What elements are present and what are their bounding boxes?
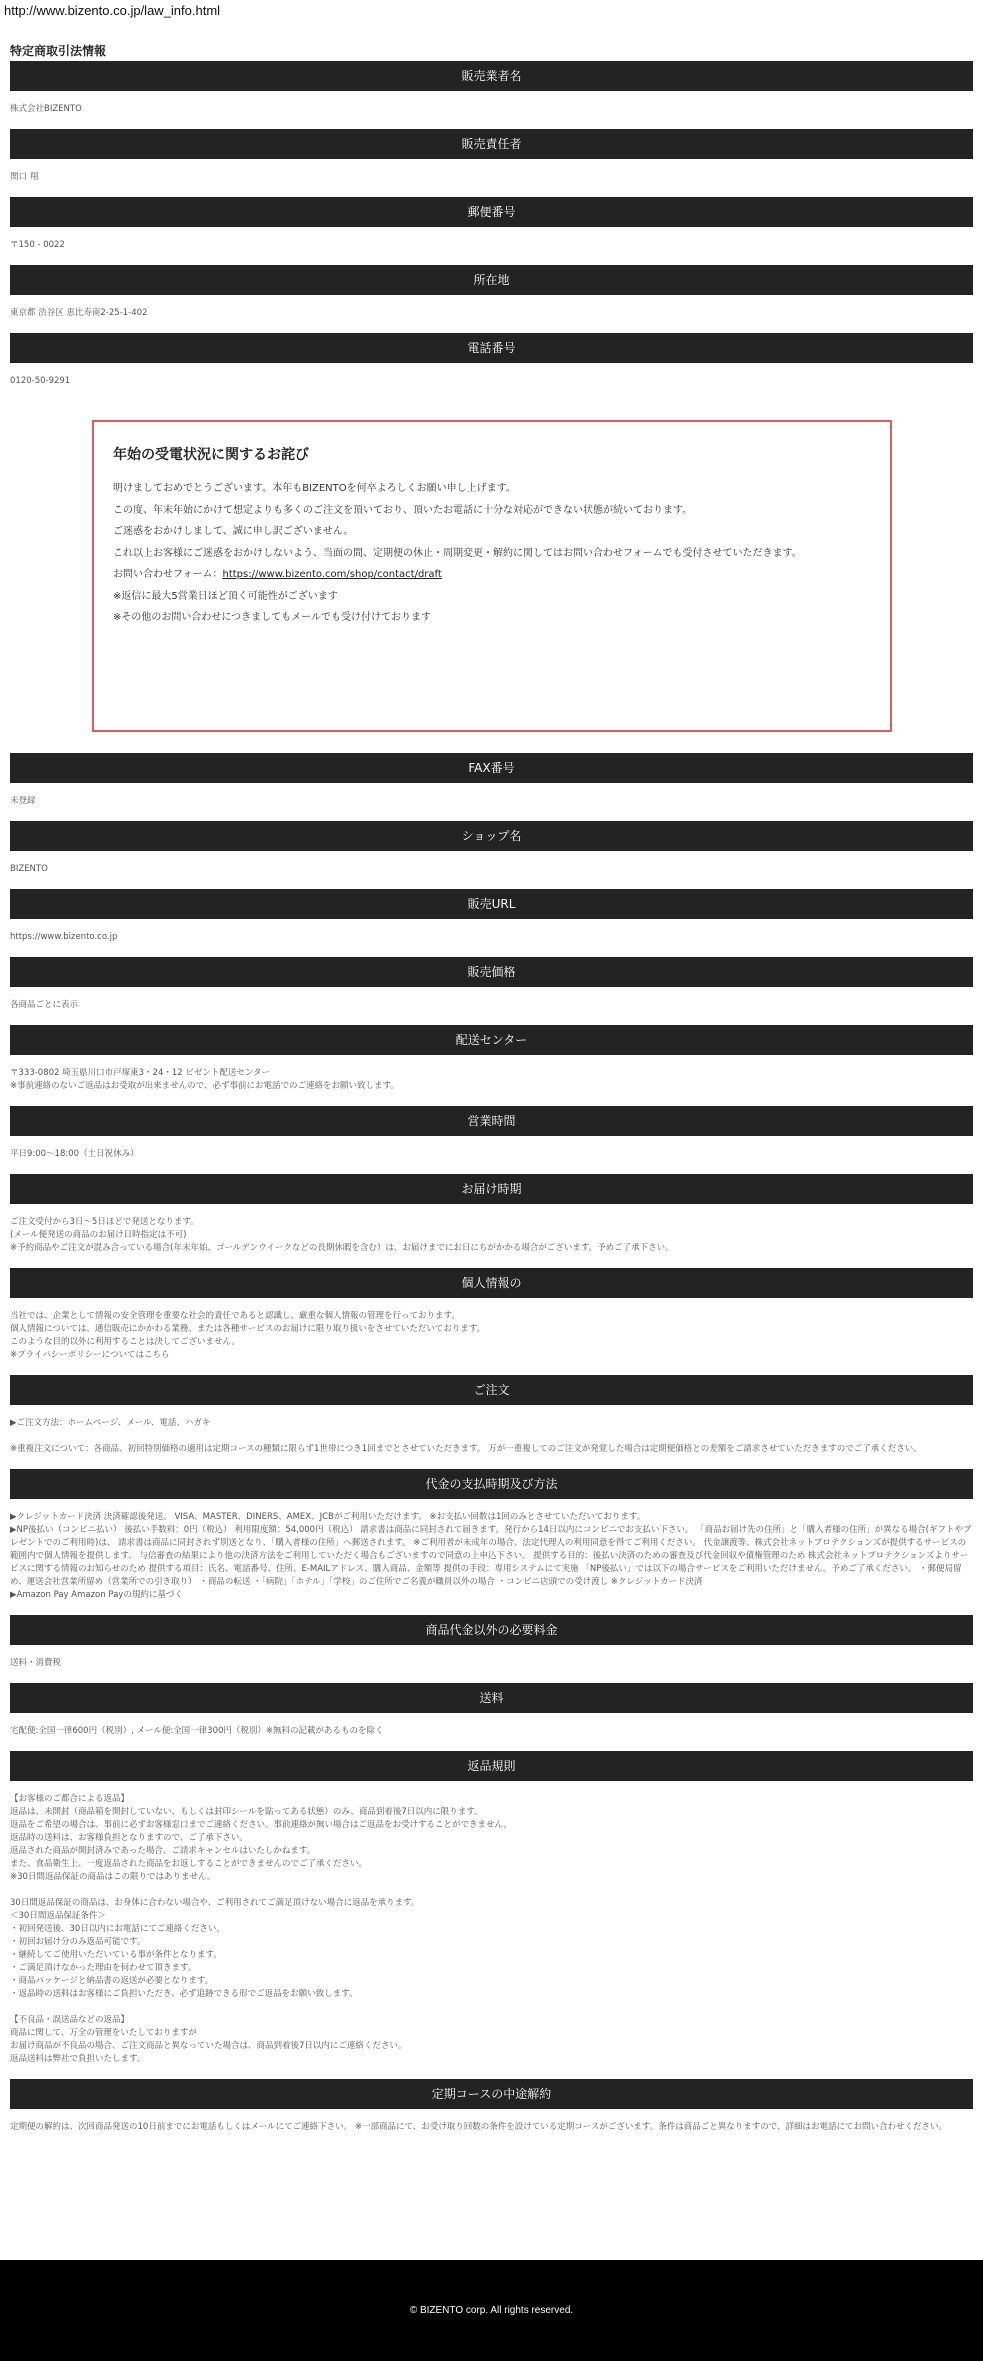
notice-paragraph: 明けましておめでとうございます。本年もBIZENTOを何卒よろしくお願い申し上げます。 (113, 483, 516, 494)
section-line (10, 1884, 973, 1897)
notice-note: ※返信に最大5営業日ほど頂く可能性がございます (113, 590, 338, 602)
notice-paragraph: ご迷惑をおかけしまして、誠に申し訳ございません。 (113, 526, 354, 537)
section-line: BIZENTO (10, 864, 48, 874)
section-body (10, 2109, 973, 2147)
section-body (10, 1055, 973, 1106)
section-line: 返品された商品が開封済みであった場合、ご請求キャンセルはいたしかねます。 (10, 1846, 316, 1856)
section-line: ・継続してご使用いただいている事が条件となります。 (10, 1950, 222, 1960)
section-line: ※30日間返品保証の商品はこの限りではありません。 (10, 1872, 216, 1882)
section-line: ▶クレジットカード決済 決済確認後発送。 VISA、MASTER、DINERS、AMEX、JCBがご利用いただけます。 ※お支払い回数は1回のみとさせていただいております。 (10, 1512, 646, 1522)
section-line: ・初回お届け分のみ返品可能です。 (10, 1937, 146, 1947)
section-body (10, 1298, 973, 1375)
section-line: ・ご満足頂けなかった理由を伺わせて頂きます。 (10, 1963, 197, 1973)
sections-top (10, 61, 973, 401)
section-heading: 電話番号 (10, 333, 973, 363)
section-line (10, 2001, 973, 2014)
section-heading: ショップ名 (10, 821, 973, 851)
section-line: ※重複注文について：各商品、初回特別価格の適用は定期コースの種類に限らず1世帯につき1回までとさせていただきます。 万が一重複してのご注文が発覚した場合は定期便価格との差額をご請求させていただきますのでご了承ください。 (10, 1444, 922, 1454)
section-body (10, 363, 973, 401)
section-line: 30日間返品保証の商品は、お身体に合わない場合や、ご利用されてご満足頂けない場合に返品を承ります。 (10, 1898, 420, 1908)
section-heading: 販売業者名 (10, 61, 973, 91)
section-line: 返品をご希望の場合は、事前に必ずお客様窓口までご連絡ください。事前連絡が無い場合はご返品をお受けすることができません。 (10, 1820, 513, 1830)
notice-paragraph: この度、年末年始にかけて想定よりも多くのご注文を頂いており、頂いたお電話に十分な対応ができない状態が続いております。 (113, 504, 693, 516)
section-line: 東京都 渋谷区 恵比寿南2-25-1-402 (10, 308, 148, 318)
section-body (10, 295, 973, 333)
section-line: このような目的以外に利用することは決してございません。 (10, 1337, 241, 1347)
section-line: 当社では、企業として情報の安全管理を重要な社会的責任であると認識し、厳重な個人情報の管理を行っております。 (10, 1311, 460, 1321)
section-body (10, 1713, 973, 1751)
section-line: 0120-50-9291 (10, 376, 71, 386)
section-heading: 代金の支払時期及び方法 (10, 1469, 973, 1499)
section-line: 返品時の送料は、お客様負担となりますので、ご了承下さい。 (10, 1833, 248, 1843)
section-body (10, 227, 973, 265)
section-line: 未登録 (10, 796, 36, 806)
law-info-content (10, 61, 973, 2147)
section-line: ＜30日間返品保証条件＞ (10, 1911, 106, 1921)
section-body (10, 1781, 973, 2079)
section-heading: 所在地 (10, 265, 973, 295)
footer (0, 2260, 983, 2361)
section-heading: 販売責任者 (10, 129, 973, 159)
notice-box (92, 420, 892, 732)
section-heading: 販売価格 (10, 957, 973, 987)
section-line: 送料・消費税 (10, 1658, 62, 1668)
section-heading: 郵便番号 (10, 197, 973, 227)
section-body (10, 1405, 973, 1469)
contact-form-link[interactable]: https://www.bizento.com/shop/contact/draft (222, 569, 442, 580)
browser-url: http://www.bizento.co.jp/law_info.html (4, 3, 221, 18)
section-line: 宅配便:全国一律600円（税別）, メール便:全国一律300円（税別）※無料の記載があるものを除く (10, 1726, 384, 1736)
section-line: ご注文受付から3日〜5日ほどで発送となります。 (10, 1217, 199, 1227)
section-line: お届け商品が不良品の場合、ご注文商品と異なっていた場合は、商品到着後7日以内にご連絡ください。 (10, 2041, 407, 2051)
section-line: ▶NP後払い（コンビニ払い） 後払い手数料：0円（税込） 利用限度額：54,000円（税込） 請求書は商品に同封されて届きます。発行から14日以内にコンビニでお支払い下さい。 「商品お届け先の住所」と「購入者様の住所」が異なる場合(ギフトやプレゼントでのご利用時)は、 請求書は商品に同封されず別送となり、「購入者様の住所」へ郵送されます。 ※ご利用者が未成年の場合、法定代理人の利用同意を得てご利用ください。 代金譲渡等、株式会社ネットプロテクションズが提供するサービスの範囲内で個人情報を提供します。 与信審査の結果により他の決済方法をご利用していただく場合もございますので同意の上申込下さい。 提供する目的：後払い決済のための審査及び代金回収や債権管理のため 株式会社ネットプロテクションズよりサービスに関する情報のお知らせのため 提供する項目：氏名、電話番号、住所、E-MAILアドレス、購入商品、金額等 提供の手段：専用システムにて実施 「NP後払い」では以下の場合サービスをご利用いただけません。予めご了承ください。 ・郵便局留め、運送会社営業所留め（営業所での引き取り） ・商品の転送 ・「病院」「ホテル」「学校」のご住所でご名義が職員以外の場合 ・コンビニ店頭での受け渡し ※クレジットカード決済 (10, 1525, 972, 1587)
section-heading: FAX番号 (10, 753, 973, 783)
section-line: また、食品衛生上、一度返品された商品をお返しすることができませんのでご了承ください。 (10, 1859, 368, 1869)
section-line: 個人情報については、通信販売にかかわる業務、または各種サービスのお届けに限り取り扱いをさせていただいております。 (10, 1324, 486, 1334)
section-line: 各商品ごとに表示 (10, 1000, 79, 1010)
section-line: ・商品パッケージと納品書の返送が必要となります。 (10, 1976, 214, 1986)
section-body (10, 783, 973, 821)
section-heading: 商品代金以外の必要料金 (10, 1615, 973, 1645)
section-heading: 販売URL (10, 889, 973, 919)
section-heading: 定期コースの中途解約 (10, 2079, 973, 2109)
section-line: 〒333-0802 埼玉県川口市戸塚東3・24・12 ビゼント配送センター (10, 1068, 271, 1078)
section-line: (メール便発送の商品のお届け日時指定は不可) (10, 1230, 187, 1240)
section-line: ※予約商品やご注文が混み合っている場合(年末年始、ゴールデンウイークなどの長期休暇を含む）は、お届けまでにお日にちがかかる場合がございます。予めご了承下さい。 (10, 1243, 674, 1253)
section-line: ▶ご注文方法：ホームページ、メール、電話、ハガキ (10, 1418, 211, 1428)
section-body (10, 1499, 973, 1615)
section-line: ※事前連絡のないご返品はお受取が出来ませんので、必ず事前にお電話でのご連絡をお願い致します。 (10, 1081, 399, 1091)
section-line: 〒150 - 0022 (10, 240, 65, 250)
section-heading: 配送センター (10, 1025, 973, 1055)
section-line: 株式会社BIZENTO (10, 104, 82, 114)
section-body (10, 91, 973, 129)
section-line (10, 1430, 973, 1443)
section-line: ▶Amazon Pay Amazon Payの規約に基づく (10, 1590, 183, 1600)
section-line: 返品は、未開封（商品箱を開封していない、もしくは封印シールを貼ってある状態）のみ、商品到着後7日以内に限ります。 (10, 1807, 483, 1817)
section-body (10, 1645, 973, 1683)
section-heading: 返品規則 (10, 1751, 973, 1781)
section-body (10, 1204, 973, 1268)
notice-wrapper (10, 401, 973, 753)
section-heading: 営業時間 (10, 1106, 973, 1136)
section-body (10, 919, 973, 957)
notice-paragraph: これ以上お客様にご迷惑をおかけしないよう、当面の間、定期便の休止・周期変更・解約に関してはお問い合わせフォームでも受付させていただきます。 (113, 547, 802, 559)
sections-bottom (10, 753, 973, 2147)
section-body (10, 851, 973, 889)
section-heading: お届け時期 (10, 1174, 973, 1204)
section-body (10, 159, 973, 197)
section-line: 関口 翔 (10, 172, 39, 182)
section-heading: ご注文 (10, 1375, 973, 1405)
notice-contact-form (113, 564, 871, 586)
section-line: 平日9:00〜18:00（土日祝休み） (10, 1149, 139, 1159)
section-line: 商品に関して、万全の管理をいたしておりますが (10, 2028, 197, 2038)
contact-form-label: お問い合わせフォーム： (113, 569, 223, 580)
section-line: 返品送料は弊社で負担いたします。 (10, 2054, 146, 2064)
section-line: ※プライバシーポリシーについてはこちら (10, 1350, 170, 1360)
section-line: https://www.bizento.co.jp (10, 932, 118, 942)
page-title: 特定商取引法情報 (10, 44, 107, 58)
notice-note: ※その他のお問い合わせにつきましてもメールでも受け付けております (113, 612, 431, 623)
section-line: 【不良品・誤送品などの返品】 (10, 2015, 130, 2025)
section-heading: 個人情報の (10, 1268, 973, 1298)
section-heading: 送料 (10, 1683, 973, 1713)
notice-title: 年始の受電状況に関するお詫び (113, 447, 309, 463)
section-line: 【お客様のご都合による返品】 (10, 1794, 130, 1804)
section-line: ・返品時の送料はお客様にご負担いただき、必ず追跡できる形でご返品をお願い致します。 (10, 1989, 358, 1999)
section-body (10, 1136, 973, 1174)
section-line: 定期便の解約は、次回商品発送の10日前までにお電話もしくはメールにてご連絡下さい。 ※一部商品にて、お受け取り回数の条件を設けている定期コースがございます。条件は商品ごと異なりますので、詳細はお電話にてお問い合わせください。 (10, 2122, 948, 2132)
section-line: ・初回発送後、30日以内にお電話にてご連絡ください。 (10, 1924, 225, 1934)
section-body (10, 987, 973, 1025)
footer-copyright: © BIZENTO corp. All rights reserved. (409, 2305, 574, 2316)
